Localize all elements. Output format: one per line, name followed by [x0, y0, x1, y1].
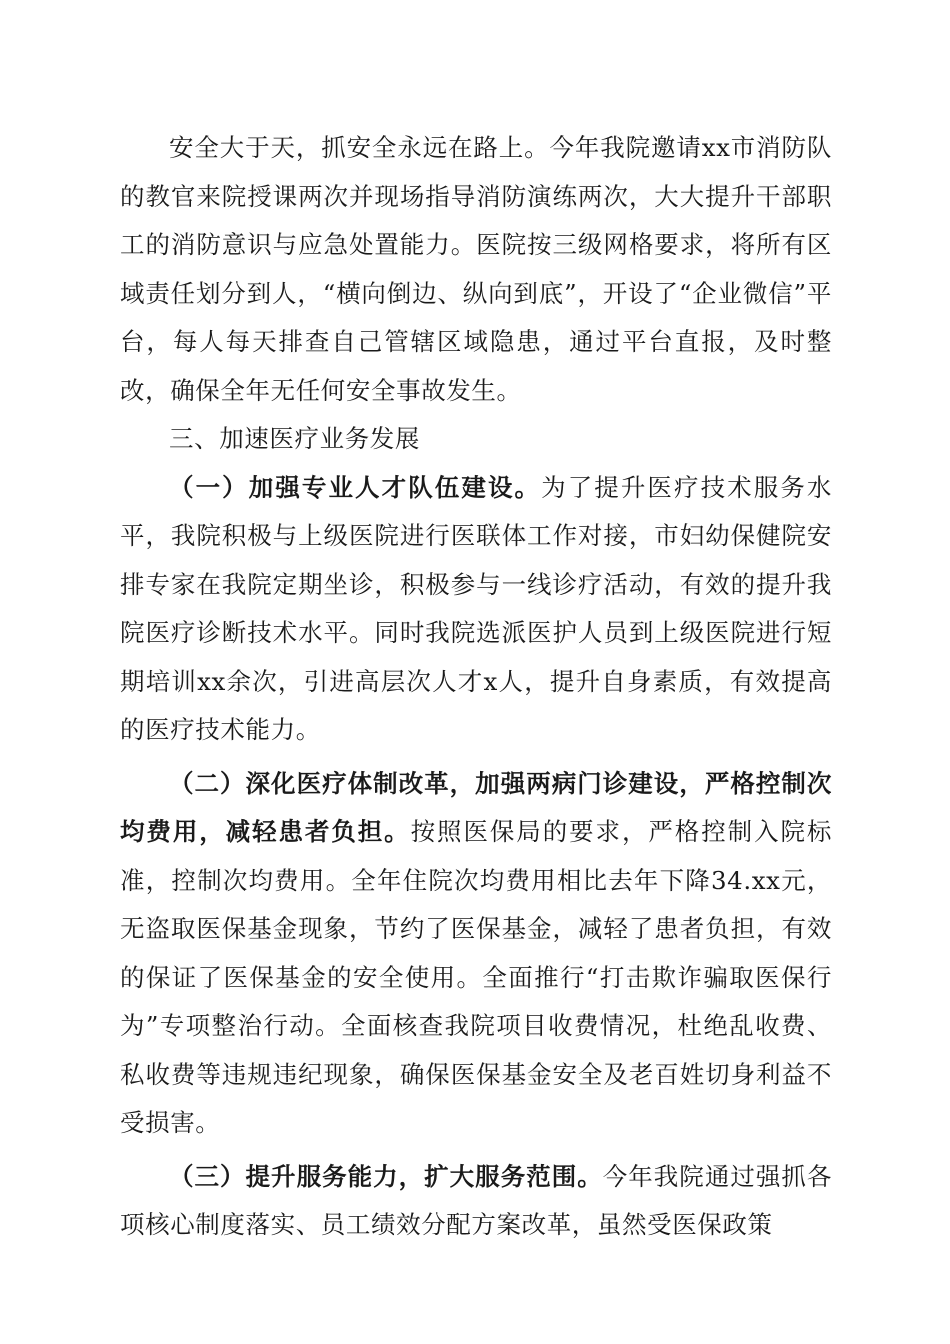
paragraph-text: 按照医保局的要求，严格控制入院标准，控制次均费用。全年住院次均费用相比去年下降34.xx元，无盗取医保基金现象，节约了医保基金，减轻了患者负担，有效的保证了医保基金的安全使用。全面推行“打击欺诈骗取医保行为”专项整治行动。全面核查我院项目收费情况，杜绝乱收费、私收费等违规违纪现象，确保医保基金安全及老百姓切身利益不受损害。 — [120, 817, 832, 1137]
paragraph-text: 为了提升医疗技术服务水平，我院积极与上级医院进行医联体工作对接，市妇幼保健院安排专家在我院定期坐诊，积极参与一线诊疗活动，有效的提升我院医疗诊断技术水平。同时我院选派医护人员到上级医院进行短期培训xx余次，引进高层次人才x人，提升自身素质，有效提高的医疗技术能力。 — [120, 472, 832, 744]
document-body — [120, 124, 832, 1250]
paragraph-text: 今年我院通过强抓各项核心制度落实、员工绩效分配方案改革，虽然受医保政策 — [120, 1161, 832, 1239]
paragraph-reform — [120, 760, 832, 1148]
paragraph-lead: （三）提升服务能力，扩大服务范围。 — [169, 1161, 603, 1191]
paragraph-lead: （二）深化医疗体制改革，加强两病门诊建设，严格控制次均费用，减轻患者负担。 — [120, 768, 832, 846]
section-heading-3 — [120, 415, 832, 464]
paragraph-lead: （一）加强专业人才队伍建设。 — [169, 472, 542, 502]
paragraph-safety: 安全大于天，抓安全永远在路上。今年我院邀请xx市消防队的教官来院授课两次并现场指导消防演练两次，大大提升干部职工的消防意识与应急处置能力。医院按三级网格要求，将所有区域责任划分到人，“横向倒边、纵向到底”，开设了“企业微信”平台，每人每天排查自己管辖区域隐患，通过平台直报，及时整改，确保全年无任何安全事故发生。 — [120, 133, 832, 405]
paragraph-service — [120, 1153, 832, 1250]
paragraph-talent — [120, 464, 832, 755]
section-heading-text: 三、加速医疗业务发展 — [169, 424, 420, 453]
